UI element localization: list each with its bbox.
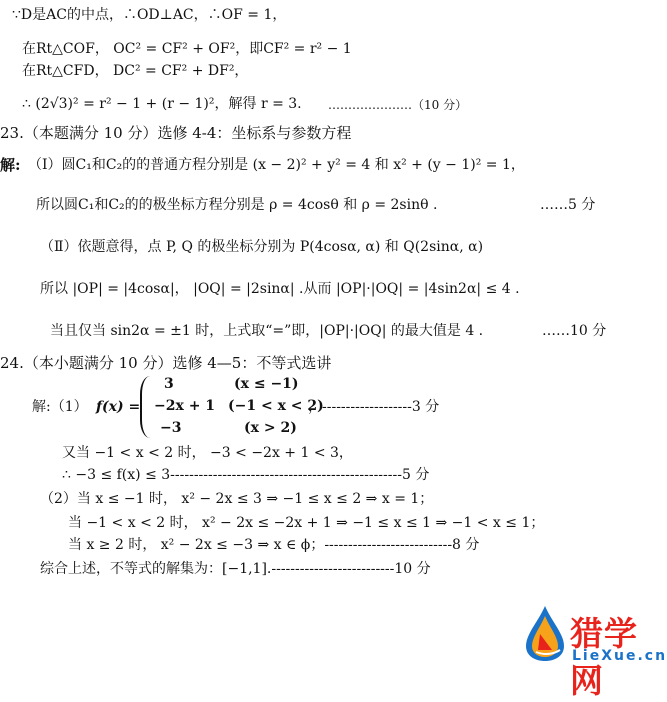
piecewise-cases xyxy=(140,374,610,444)
score-10-q22: …………………（10 分） xyxy=(328,98,468,112)
case-2-expression: −2x + 1 xyxy=(154,398,216,414)
q24-range-result: ∴ −3 ≤ f(x) ≤ 3-------------------------------------------------5 分 xyxy=(62,467,430,483)
q24-range-step: 又当 −1 < x < 2 时， −3 < −2x + 1 < 3， xyxy=(62,445,353,461)
score-5-q23: ……5 分 xyxy=(540,197,596,213)
q24-case-b: 当 −1 < x < 2 时， x² − 2x ≤ −2x + 1 ⇒ −1 ≤ x ≤ 1 ⇒ −1 < x ≤ 1； xyxy=(68,515,545,531)
q23-part1-equations: （Ⅰ）圆C₁和C₂的的普通方程分别是 (x − 2)² + y² = 4 和 x² + (y − 1)² = 1， xyxy=(28,157,525,173)
logo-text: 猎学网 xyxy=(570,614,638,700)
case-3-expression: −3 xyxy=(160,420,182,436)
q23-polar-equations: 所以圆C₁和C₂的的极坐标方程分别是 ρ = 4cosθ 和 ρ = 2sinθ . xyxy=(36,197,438,213)
q24-conclusion: 综合上述，不等式的解集为：[−1,1].--------------------------10 分 xyxy=(40,561,431,577)
liexue-logo-icon xyxy=(522,604,568,662)
score-3-q24: ，-------------------3 分 xyxy=(308,399,440,415)
question-24-heading: 24.（本小题满分 10 分）选修 4—5：不等式选讲 xyxy=(0,354,332,372)
proof-line-cof: 在Rt△COF， OC² = CF² + OF²，即CF² = r² − 1 xyxy=(22,41,352,57)
question-23-heading: 23.（本题满分 10 分）选修 4-4：坐标系与参数方程 xyxy=(0,124,352,142)
q23-op-oq: 所以 |OP| = |4cosα|， |OQ| = |2sinα| .从而 |OP|·|OQ| = |4sin2α| ≤ 4 . xyxy=(40,281,520,297)
q23-maximum: 当且仅当 sin2α = ±1 时，上式取“=”即，|OP|·|OQ| 的最大值是 4 . xyxy=(50,323,484,339)
left-brace xyxy=(140,376,152,438)
logo-url: LieXue.cn xyxy=(572,648,667,664)
proof-line-cfd: 在Rt△CFD， DC² = CF² + DF²， xyxy=(22,63,249,79)
proof-line-midpoint: ∵D是AC的中点，∴OD⊥AC，∴OF = 1， xyxy=(12,7,287,23)
q24-case-a: （2）当 x ≤ −1 时， x² − 2x ≤ 3 ⇒ −1 ≤ x ≤ 2 ⇒ x = 1； xyxy=(40,491,434,507)
q24-case-c: 当 x ≥ 2 时， x² − 2x ≤ −3 ⇒ x ∈ ϕ；---------------------------8 分 xyxy=(68,537,480,553)
score-10-q23: ……10 分 xyxy=(542,323,607,339)
case-3-condition: (x > 2) xyxy=(244,420,297,436)
answer-label-24: 解:（1） xyxy=(32,399,88,415)
q23-part2-points: （Ⅱ）依题意得，点 P, Q 的极坐标分别为 P(4cosα, α) 和 Q(2sinα, α) xyxy=(40,239,484,255)
site-logo xyxy=(522,604,667,700)
case-1-condition: (x ≤ −1) xyxy=(234,376,299,392)
answer-label-23: 解: xyxy=(0,156,21,174)
proof-line-solve-r: ∴ (2√3)² = r² − 1 + (r − 1)²，解得 r = 3. xyxy=(22,96,302,112)
case-1-expression: 3 xyxy=(164,376,174,392)
piecewise-function-label: f(x) = xyxy=(96,399,141,415)
case-2-condition: (−1 < x < 2) xyxy=(228,398,324,414)
